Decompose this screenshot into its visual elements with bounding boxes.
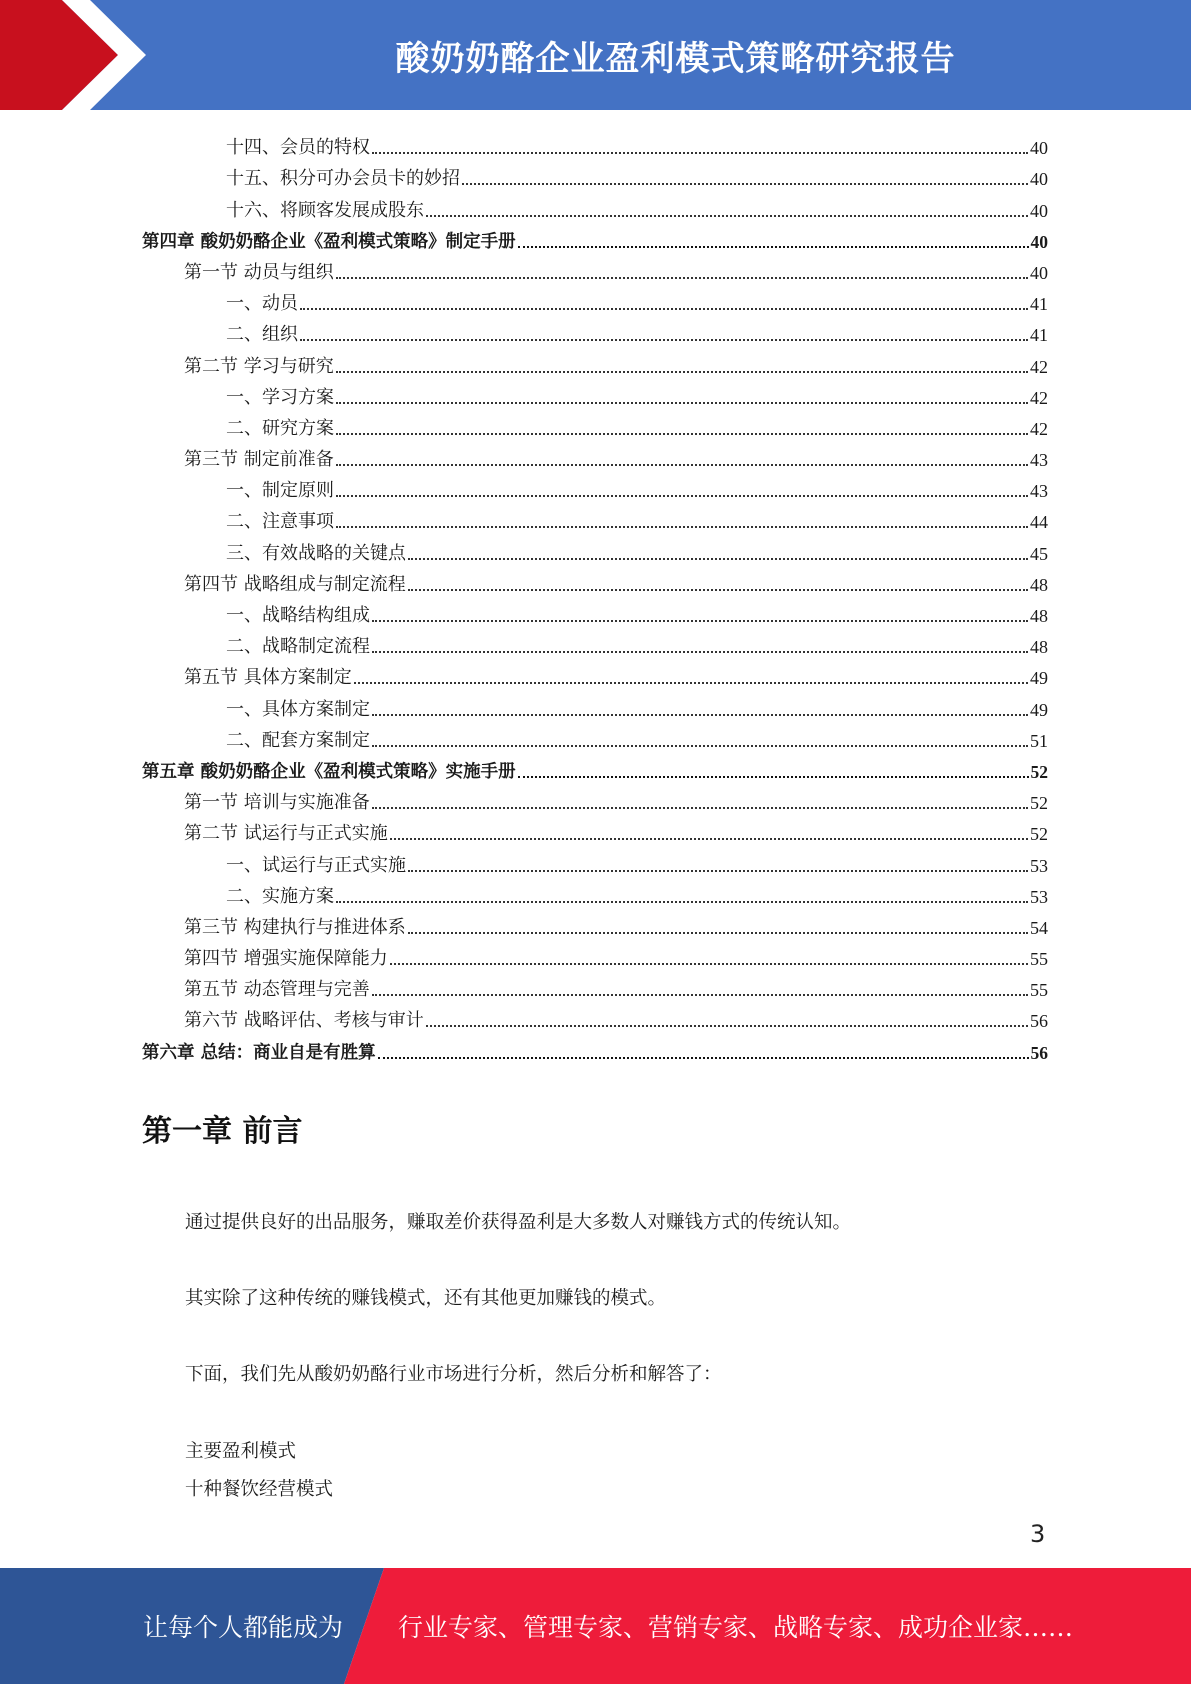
toc-entry-page: 43 bbox=[1030, 450, 1048, 471]
toc-entry[interactable] bbox=[142, 222, 1048, 253]
toc-entry[interactable] bbox=[142, 284, 1048, 315]
toc-entry-page: 55 bbox=[1030, 980, 1048, 1001]
toc-entry-label: 二、组织 bbox=[226, 324, 298, 346]
paragraph-2: 其实除了这种传统的赚钱模式，还有其他更加赚钱的模式。 bbox=[185, 1288, 667, 1309]
toc-dot-leader bbox=[426, 1025, 1028, 1027]
paragraph-1: 通过提供良好的出品服务，赚取差价获得盈利是大多数人对赚钱方式的传统认知。 bbox=[185, 1212, 852, 1233]
toc-entry-page: 44 bbox=[1030, 512, 1048, 533]
toc-entry-label: 一、动员 bbox=[226, 293, 298, 315]
toc-dot-leader bbox=[336, 277, 1028, 279]
toc-entry[interactable] bbox=[142, 721, 1048, 752]
toc-entry-label: 第三节 构建执行与推进体系 bbox=[184, 916, 406, 938]
toc-entry[interactable] bbox=[142, 346, 1048, 377]
toc-entry-page: 40 bbox=[1030, 200, 1048, 221]
header-title: 酸奶奶酪企业盈利模式策略研究报告 bbox=[395, 38, 956, 79]
toc-entry-page: 48 bbox=[1030, 637, 1048, 658]
toc-entry[interactable] bbox=[142, 908, 1048, 939]
toc-entry[interactable] bbox=[142, 253, 1048, 284]
toc-entry[interactable] bbox=[142, 783, 1048, 814]
toc-entry-label: 二、实施方案 bbox=[226, 885, 334, 907]
toc-entry-page: 40 bbox=[1030, 231, 1048, 252]
toc-dot-leader bbox=[372, 807, 1028, 809]
toc-dot-leader bbox=[408, 558, 1028, 560]
toc-dot-leader bbox=[300, 339, 1028, 341]
page-footer bbox=[0, 1568, 1191, 1684]
toc-entry-label: 第六节 战略评估、考核与审计 bbox=[184, 1010, 424, 1032]
toc-entry-label: 一、学习方案 bbox=[226, 386, 334, 408]
toc-entry-label: 三、有效战略的关键点 bbox=[226, 542, 406, 564]
paragraph-4: 主要盈利模式 bbox=[185, 1441, 297, 1462]
toc-entry-page: 41 bbox=[1030, 294, 1048, 315]
toc-entry-label: 二、研究方案 bbox=[226, 417, 334, 439]
toc-dot-leader bbox=[518, 246, 1029, 248]
toc-entry[interactable] bbox=[142, 596, 1048, 627]
toc-dot-leader bbox=[408, 932, 1028, 934]
toc-entry[interactable] bbox=[142, 752, 1048, 783]
toc-entry[interactable] bbox=[142, 533, 1048, 564]
toc-entry-page: 53 bbox=[1030, 855, 1048, 876]
toc-dot-leader bbox=[336, 433, 1028, 435]
toc-dot-leader bbox=[378, 1057, 1029, 1059]
toc-dot-leader bbox=[372, 994, 1028, 996]
toc-entry-label: 二、配套方案制定 bbox=[226, 729, 370, 751]
chapter-heading: 第一章 前言 bbox=[142, 1114, 303, 1149]
toc-entry-label: 第三节 制定前准备 bbox=[184, 449, 334, 471]
toc-entry[interactable] bbox=[142, 409, 1048, 440]
toc-entry-page: 42 bbox=[1030, 387, 1048, 408]
toc-dot-leader bbox=[300, 308, 1028, 310]
toc-entry-label: 第五节 动态管理与完善 bbox=[184, 979, 370, 1001]
toc-dot-leader bbox=[372, 152, 1028, 154]
toc-entry-page: 43 bbox=[1030, 481, 1048, 502]
toc-entry[interactable] bbox=[142, 814, 1048, 845]
toc-dot-leader bbox=[354, 682, 1028, 684]
toc-entry[interactable] bbox=[142, 970, 1048, 1001]
toc-entry[interactable] bbox=[142, 471, 1048, 502]
toc-entry-page: 51 bbox=[1030, 730, 1048, 751]
toc-entry-label: 第六章 总结：商业自是有胜算 bbox=[142, 1042, 376, 1063]
toc-entry-page: 52 bbox=[1030, 793, 1048, 814]
toc-entry-page: 56 bbox=[1030, 1042, 1048, 1063]
toc-entry-label: 十五、积分可办会员卡的妙招 bbox=[226, 168, 460, 190]
toc-entry[interactable] bbox=[142, 845, 1048, 876]
toc-entry-label: 二、注意事项 bbox=[226, 511, 334, 533]
toc-entry[interactable] bbox=[142, 627, 1048, 658]
toc-entry-page: 49 bbox=[1030, 668, 1048, 689]
toc-entry-page: 52 bbox=[1030, 824, 1048, 845]
paragraph-5: 十种餐饮经营模式 bbox=[185, 1479, 334, 1500]
toc-entry-label: 二、战略制定流程 bbox=[226, 636, 370, 658]
toc-dot-leader bbox=[426, 215, 1028, 217]
toc-dot-leader bbox=[336, 526, 1028, 528]
toc-entry-page: 49 bbox=[1030, 699, 1048, 720]
toc-entry-label: 第二节 学习与研究 bbox=[184, 355, 334, 377]
toc-entry[interactable] bbox=[142, 689, 1048, 720]
toc-entry-label: 第二节 试运行与正式实施 bbox=[184, 823, 388, 845]
page-header bbox=[0, 0, 1191, 110]
toc-entry[interactable] bbox=[142, 565, 1048, 596]
toc-entry[interactable] bbox=[142, 658, 1048, 689]
toc-entry[interactable] bbox=[142, 315, 1048, 346]
toc-entry-label: 一、具体方案制定 bbox=[226, 698, 370, 720]
toc-entry-label: 一、战略结构组成 bbox=[226, 605, 370, 626]
toc-dot-leader bbox=[518, 776, 1029, 778]
toc-entry[interactable] bbox=[142, 440, 1048, 471]
toc-entry[interactable] bbox=[142, 159, 1048, 190]
toc-entry-page: 55 bbox=[1030, 949, 1048, 970]
toc-dot-leader bbox=[336, 464, 1028, 466]
toc-entry-page: 48 bbox=[1030, 574, 1048, 595]
toc-dot-leader bbox=[336, 495, 1028, 497]
toc-dot-leader bbox=[336, 371, 1028, 373]
toc-entry[interactable] bbox=[142, 378, 1048, 409]
toc-entry-label: 第一节 动员与组织 bbox=[184, 261, 334, 283]
toc-entry-page: 40 bbox=[1030, 138, 1048, 159]
toc-dot-leader bbox=[372, 620, 1028, 622]
toc-dot-leader bbox=[336, 901, 1028, 903]
toc-entry-page: 56 bbox=[1030, 1011, 1048, 1032]
toc-entry[interactable] bbox=[142, 877, 1048, 908]
toc-dot-leader bbox=[408, 870, 1028, 872]
toc-dot-leader bbox=[462, 183, 1028, 185]
toc-entry-page: 45 bbox=[1030, 543, 1048, 564]
header-arrow-icon bbox=[0, 0, 160, 110]
toc-entry-page: 53 bbox=[1030, 886, 1048, 907]
toc-dot-leader bbox=[390, 838, 1028, 840]
toc-entry-label: 第四节 增强实施保障能力 bbox=[184, 948, 388, 970]
toc-entry[interactable] bbox=[142, 190, 1048, 221]
toc-entry-label: 一、制定原则 bbox=[226, 480, 334, 502]
toc-dot-leader bbox=[336, 402, 1028, 404]
toc-entry-label: 第一节 培训与实施准备 bbox=[184, 792, 370, 814]
toc-entry[interactable] bbox=[142, 128, 1048, 159]
toc-dot-leader bbox=[390, 963, 1028, 965]
toc-dot-leader bbox=[372, 745, 1028, 747]
toc-entry-page: 40 bbox=[1030, 169, 1048, 190]
toc-entry-page: 48 bbox=[1030, 606, 1048, 626]
paragraph-3: 下面，我们先从酸奶奶酪行业市场进行分析，然后分析和解答了： bbox=[185, 1364, 722, 1385]
toc-entry-label: 十六、将顾客发展成股东 bbox=[226, 199, 424, 221]
toc-entry[interactable] bbox=[142, 1001, 1048, 1032]
toc-entry[interactable] bbox=[142, 1032, 1048, 1063]
toc-entry-page: 41 bbox=[1030, 325, 1048, 346]
page-number: 3 bbox=[1030, 1520, 1046, 1548]
toc-entry-label: 一、试运行与正式实施 bbox=[226, 854, 406, 876]
table-of-contents bbox=[142, 128, 1048, 1064]
toc-entry-label: 十四、会员的特权 bbox=[226, 137, 370, 159]
footer-slogan-left: 让每个人都能成为 bbox=[143, 1613, 344, 1642]
toc-dot-leader bbox=[372, 651, 1028, 653]
toc-entry-label: 第五章 酸奶奶酪企业《盈利模式策略》实施手册 bbox=[142, 761, 516, 782]
toc-entry-page: 42 bbox=[1030, 356, 1048, 377]
toc-dot-leader bbox=[408, 589, 1028, 591]
footer-slogan-right: 行业专家、管理专家、营销专家、战略专家、成功企业家…… bbox=[398, 1613, 1074, 1642]
toc-entry-page: 42 bbox=[1030, 418, 1048, 439]
toc-dot-leader bbox=[372, 714, 1028, 716]
toc-entry-label: 第五节 具体方案制定 bbox=[184, 667, 352, 689]
toc-entry-label: 第四节 战略组成与制定流程 bbox=[184, 573, 406, 595]
toc-entry-label: 第四章 酸奶奶酪企业《盈利模式策略》制定手册 bbox=[142, 231, 516, 252]
toc-entry-page: 40 bbox=[1030, 262, 1048, 283]
toc-entry-page: 52 bbox=[1030, 761, 1048, 782]
toc-entry[interactable] bbox=[142, 502, 1048, 533]
toc-entry[interactable] bbox=[142, 939, 1048, 970]
toc-entry-page: 54 bbox=[1030, 917, 1048, 938]
